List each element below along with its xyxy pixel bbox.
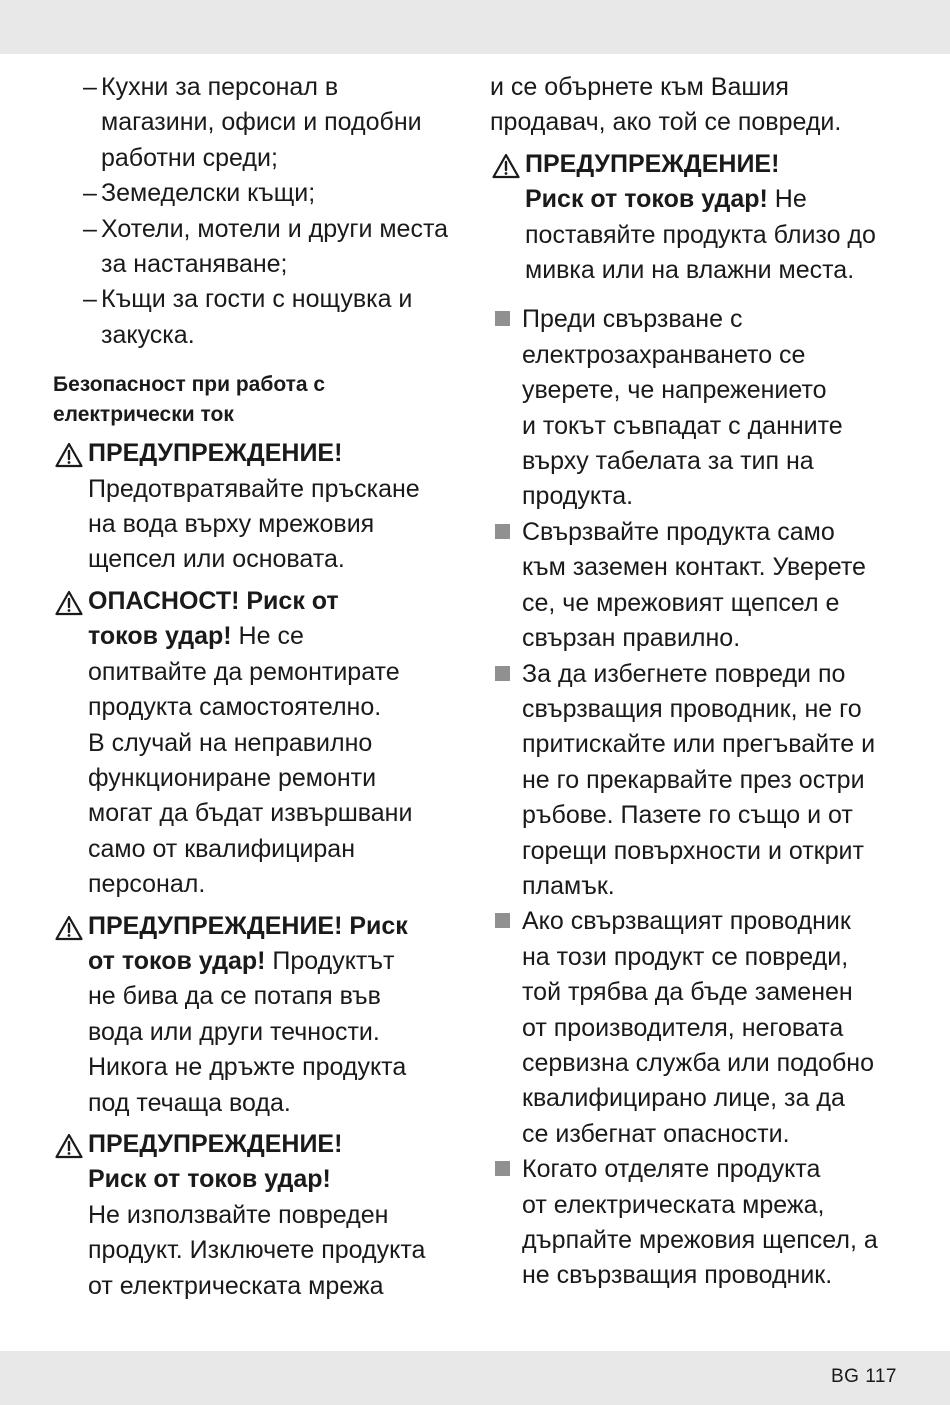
warning-body-line: Никога не дръжте продукта [88, 1053, 407, 1082]
warning-block [53, 584, 473, 903]
bullet-line: той трябва да бъде заменен [522, 978, 853, 1007]
list-item-line: Хотели, мотели и други места [101, 214, 449, 243]
warning-title-line: ПРЕДУПРЕЖДЕНИЕ! Риск [88, 911, 408, 940]
warning-title-line: Риск от токов удар! [88, 1165, 331, 1194]
list-item-line: закуска. [101, 320, 195, 349]
warning-mixed-line [88, 619, 473, 654]
list-item-line: за настаняване; [101, 250, 288, 279]
square-bullet-icon [495, 666, 510, 681]
warning-block [53, 436, 473, 578]
warning-risk-text: Риск от токов удар! [525, 185, 768, 214]
warning-body-line: от електрическата мрежа [88, 1271, 384, 1300]
square-bullet-icon [495, 1161, 510, 1176]
bullet-line: се избегнат опасности. [522, 1119, 790, 1148]
warning-body-line: поставяйте продукта близо до [525, 220, 876, 249]
bullet-item [490, 904, 910, 1152]
left-column [53, 70, 473, 1304]
dash-marker: – [83, 285, 97, 314]
bullet-line: от електрическата мрежа, [522, 1190, 825, 1219]
text-line: и се обърнете към Вашия [490, 73, 789, 101]
bullet-line: свързващия проводник, не го [522, 694, 862, 723]
warning-triangle-icon [55, 590, 83, 616]
warning-body-line: вода или други течности. [88, 1017, 380, 1046]
warning-triangle-icon [492, 153, 520, 179]
warning-body-line: само от квалифициран [88, 834, 356, 863]
warning-body-text: Не [767, 185, 807, 214]
warning-title-line: ОПАСНОСТ! Риск от [88, 586, 339, 615]
bullet-line: към заземен контакт. Уверете [522, 553, 866, 582]
warning-title-line: ПРЕДУПРЕЖДЕНИЕ! [525, 149, 780, 178]
bullet-item [490, 1152, 910, 1294]
bullet-line: се, че мрежовият щепсел е [522, 588, 840, 617]
bullet-line: свързан правилно. [522, 624, 741, 653]
bullet-line: и токът съвпадат с данните [522, 411, 843, 440]
bullet-line: Когато отделяте продукта [522, 1155, 821, 1184]
premises-list [53, 70, 473, 353]
section-heading [53, 370, 473, 430]
warning-mixed-line [88, 944, 473, 979]
list-item-line: Земеделски къщи; [101, 179, 316, 208]
bullet-line: квалифицирано лице, за да [522, 1084, 845, 1113]
heading-line: електрически ток [53, 403, 234, 427]
bullet-line: електрозахранването се [522, 340, 806, 369]
warning-body-line: мивка или на влажни места. [525, 256, 855, 285]
warning-body-line: опитвайте да ремонтирате [88, 657, 400, 686]
heading-line: Безопасност при работа с [53, 373, 326, 397]
warning-triangle-icon [55, 915, 83, 941]
warnings-list [53, 436, 473, 1304]
list-item-line: Къщи за гости с нощувка и [101, 285, 413, 314]
bullet-line: не свързващия проводник. [522, 1261, 833, 1290]
bullet-line: притискайте или прегъвайте и [522, 730, 876, 759]
bullet-item [490, 515, 910, 657]
list-item [53, 212, 473, 283]
bullet-item [490, 302, 910, 514]
list-item [53, 176, 473, 211]
text-line: продавач, ако той се повреди. [490, 108, 842, 137]
warning-mixed-line [525, 182, 910, 217]
list-item [53, 282, 473, 353]
list-item [53, 70, 473, 176]
warning-body-line: щепсел или основата. [88, 545, 345, 574]
bullet-line: на този продукт се повреди, [522, 942, 849, 971]
warning-triangle-icon [55, 1133, 83, 1159]
warning-block [53, 1127, 473, 1304]
square-bullet-icon [495, 524, 510, 539]
dash-marker: – [83, 214, 97, 243]
continuation-text [490, 70, 910, 141]
square-bullet-icon [495, 311, 510, 326]
warning-body-line: Не използвайте повреден [88, 1200, 389, 1229]
warning-body-line: функциониране ремонти [88, 763, 377, 792]
bullet-line: Свързвайте продукта само [522, 517, 835, 546]
top-band [0, 0, 950, 54]
bullet-line: За да избегнете повреди по [522, 659, 846, 688]
warning-body-line: на вода върху мрежовия [88, 510, 375, 539]
dash-marker: – [83, 179, 97, 208]
footer-band [0, 1351, 950, 1405]
warning-body-line: продукт. Изключете продукта [88, 1236, 426, 1265]
warning-risk-text: токов удар! [88, 622, 232, 651]
warning-body-line: продукта самостоятелно. [88, 693, 382, 722]
bullet-line: дърпайте мрежовия щепсел, а [522, 1226, 878, 1254]
page-number: BG 117 [830, 1366, 897, 1387]
bullet-line: Ако свързващият проводник [522, 907, 851, 936]
warning-body-line: могат да бъдат извършвани [88, 799, 413, 828]
bullet-item [490, 657, 910, 905]
list-item-line: Кухни за персонал в [101, 73, 339, 101]
warning-body-line: под течаща вода. [88, 1088, 291, 1117]
warning-triangle-icon [55, 442, 83, 468]
warning-title-line: ПРЕДУПРЕЖДЕНИЕ! [88, 439, 343, 468]
warning-body-line: не бива да се потапя във [88, 982, 381, 1011]
bullet-line: уверете, че напрежението [522, 376, 827, 405]
bullet-line: върху табелата за тип на [522, 447, 814, 476]
bullet-line: сервизна служба или подобно [522, 1048, 875, 1077]
bullet-line: Преди свързване с [522, 305, 743, 334]
bullet-line: от производителя, неговата [522, 1013, 844, 1042]
list-item-line: магазини, офиси и подобни [101, 108, 422, 137]
warning-block [490, 147, 910, 289]
warning-body-line: В случай на неправилно [88, 728, 373, 757]
square-bullet-icon [495, 913, 510, 928]
warning-block [490, 147, 910, 289]
right-column [490, 70, 910, 1294]
bullet-line: продукта. [522, 482, 634, 511]
dash-marker: – [83, 73, 97, 101]
bullet-line: ръбове. Пазете го също и от [522, 801, 853, 830]
bullet-line: пламък. [522, 871, 615, 900]
warning-risk-text: от токов удар! [88, 946, 266, 975]
warning-body-text: Не се [231, 622, 304, 651]
warning-body-text: Продуктът [265, 946, 395, 975]
bullet-line: горещи повърхности и открит [522, 836, 864, 865]
warning-body-line: персонал. [88, 870, 206, 899]
bullet-line: не го прекарвайте през остри [522, 765, 865, 794]
list-item-line: работни среди; [101, 143, 278, 172]
warning-title-line: ПРЕДУПРЕЖДЕНИЕ! [88, 1129, 343, 1158]
bullet-list [490, 302, 910, 1293]
warning-block [53, 909, 473, 1121]
warning-body-line: Предотвратявайте пръскане [88, 474, 420, 503]
